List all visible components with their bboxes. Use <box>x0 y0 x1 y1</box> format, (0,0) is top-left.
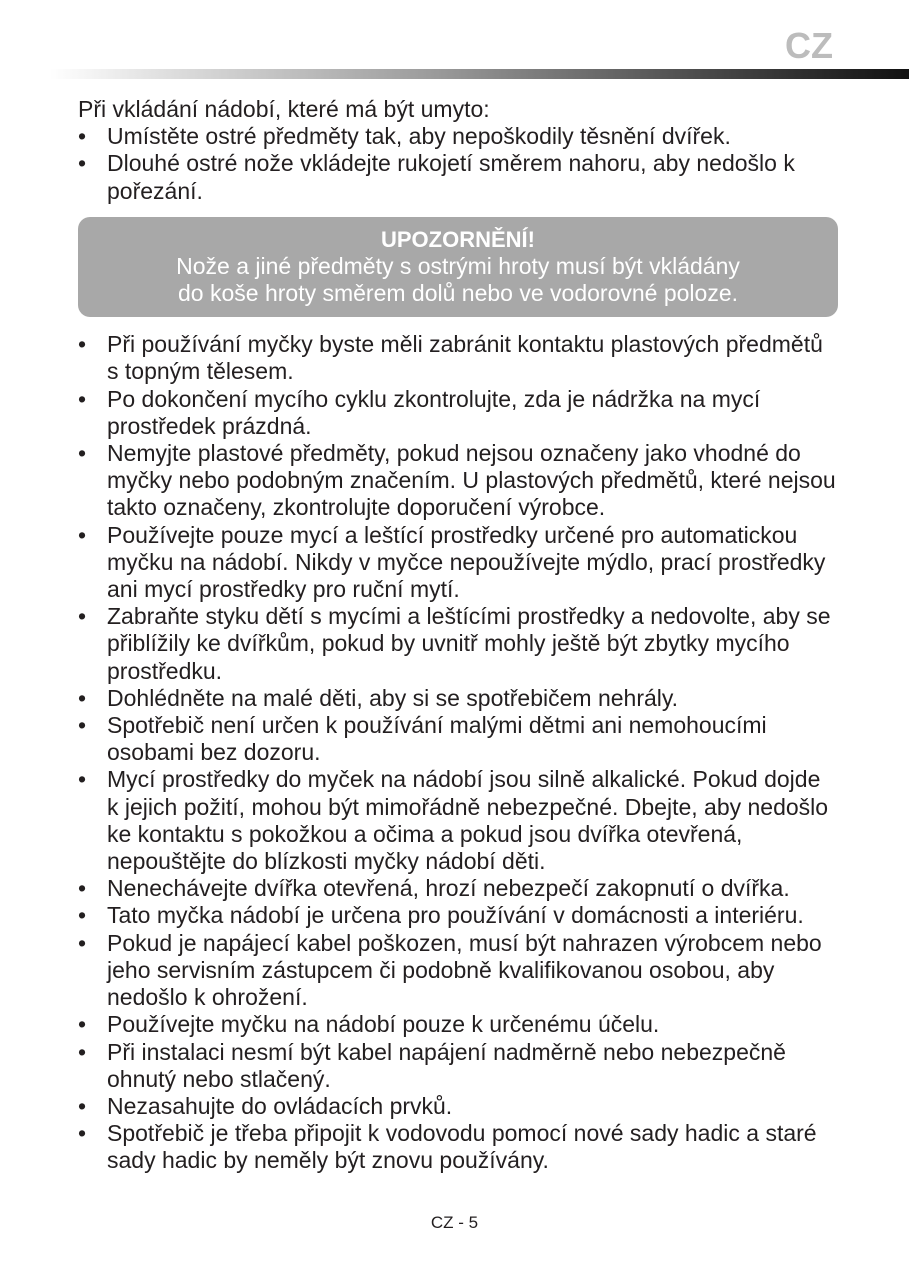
language-code: CZ <box>785 25 833 66</box>
list-item: • Po dokončení mycího cyklu zkontrolujte, zda je nádržka na mycí prostředek prázdná. <box>78 386 838 440</box>
list-item: • Při instalaci nesmí být kabel napájení nadměrně nebo nebezpečně ohnutý nebo stlačený. <box>78 1039 838 1093</box>
safety-list <box>78 331 838 1174</box>
list-item: • Používejte myčku na nádobí pouze k určenému účelu. <box>78 1011 838 1038</box>
list-item: • Spotřebič je třeba připojit k vodovodu pomocí nové sady hadic a staré sady hadic by neměly být znovu používány. <box>78 1120 838 1174</box>
list-item: • Pokud je napájecí kabel poškozen, musí být nahrazen výrobcem nebo jeho servisním zástupcem či podobně kvalifikovanou osobou, aby nedošlo k ohrožení. <box>78 930 838 1012</box>
list-item: • Nemyjte plastové předměty, pokud nejsou označeny jako vhodné do myčky nebo podobným značením. U plastových předmětů, které nejsou takto označeny, zkontrolujte doporučení výrobce. <box>78 440 838 522</box>
list-item: • Zabraňte styku dětí s mycími a leštícími prostředky a nedovolte, aby se přiblížily ke dvířkům, pokud by uvnitř mohly ještě být zbytky mycího prostředku. <box>78 603 838 685</box>
list-item: • Spotřebič není určen k používání malými dětmi ani nemohoucími osobami bez dozoru. <box>78 712 838 766</box>
list-item: • Dlouhé ostré nože vkládejte rukojetí směrem nahoru, aby nedošlo k pořezání. <box>78 150 838 204</box>
list-item: • Nezasahujte do ovládacích prvků. <box>78 1093 838 1120</box>
page-number: CZ - 5 <box>430 1213 479 1232</box>
warning-text-line-2: do koše hroty směrem dolů nebo ve vodorovné poloze. <box>178 280 738 307</box>
list-item: • Při používání myčky byste měli zabránit kontaktu plastových předmětů s topným tělesem. <box>78 331 838 385</box>
warning-text-line-1: Nože a jiné předměty s ostrými hroty musí být vkládány <box>176 252 740 279</box>
list-item: • Dohlédněte na malé děti, aby si se spotřebičem nehrály. <box>78 685 838 712</box>
page-content <box>78 96 838 1175</box>
list-item: • Tato myčka nádobí je určena pro používání v domácnosti a interiéru. <box>78 902 838 929</box>
warning-box <box>78 217 838 317</box>
intro-heading: Při vkládání nádobí, které má být umyto: <box>78 96 490 122</box>
header-gradient-rule <box>50 69 909 79</box>
list-item: • Mycí prostředky do myček na nádobí jsou silně alkalické. Pokud dojde k jejich požití, mohou být mimořádně nebezpečné. Dbejte, aby nedošlo ke kontaktu s pokožkou a očima a pokud jsou dvířka otevřená, nepouštějte do blízkosti myčky nádobí děti. <box>78 766 838 875</box>
intro-list <box>78 123 838 205</box>
list-item: • Umístěte ostré předměty tak, aby nepoškodily těsnění dvířek. <box>78 123 838 150</box>
list-item: • Používejte pouze mycí a leštící prostředky určené pro automatickou myčku na nádobí. Nikdy v myčce nepoužívejte mýdlo, prací prostředky ani mycí prostředky pro ruční mytí. <box>78 522 838 604</box>
warning-title: UPOZORNĚNÍ! <box>381 226 535 252</box>
list-item: • Nenechávejte dvířka otevřená, hrozí nebezpečí zakopnutí o dvířka. <box>78 875 838 902</box>
